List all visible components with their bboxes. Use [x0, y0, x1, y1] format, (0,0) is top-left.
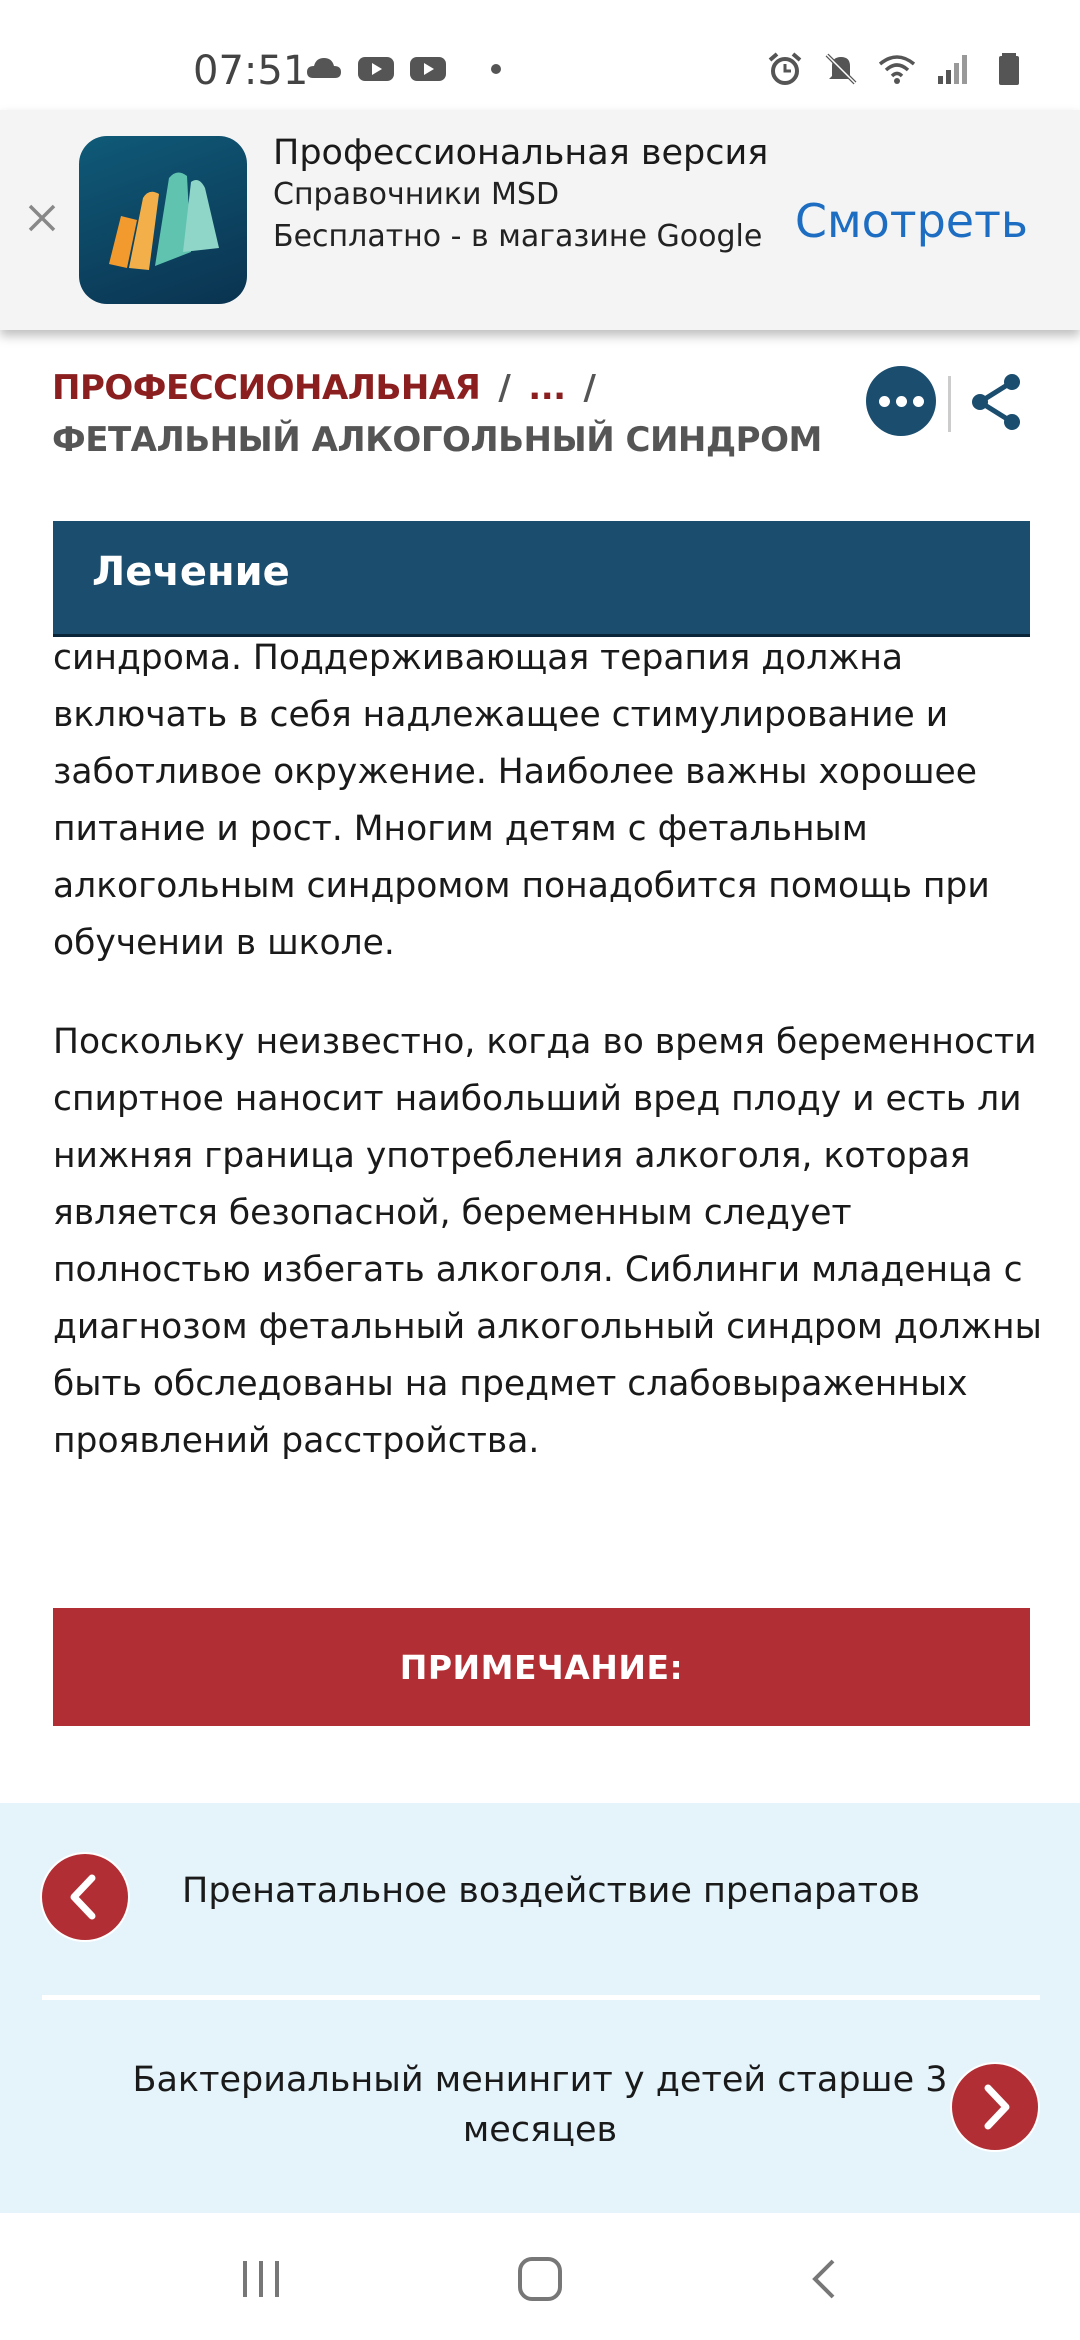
breadcrumb-separator: /: [498, 368, 511, 408]
banner-title: Профессиональная версия: [273, 133, 769, 173]
home-icon[interactable]: [510, 2249, 570, 2309]
next-article-link[interactable]: Бактериальный менингит у детей старше 3 месяцев: [132, 2060, 948, 2150]
divider: [948, 376, 951, 432]
back-icon[interactable]: [795, 2249, 855, 2309]
view-button[interactable]: Смотреть: [794, 194, 1028, 248]
chevron-left-icon: [42, 1854, 128, 1940]
app-logo: [79, 136, 247, 304]
previous-article-link[interactable]: Пренатальное воздействие препаратов: [182, 1871, 921, 1911]
banner-text: [273, 132, 793, 258]
mute-icon: [822, 52, 860, 86]
cloud-icon: [305, 52, 343, 86]
divider: [42, 1995, 1040, 2000]
more-dot-icon: [896, 396, 907, 407]
section-header[interactable]: [53, 521, 1030, 637]
wifi-icon: [878, 52, 916, 86]
previous-article-button[interactable]: [40, 1852, 130, 1942]
app-banner: [0, 110, 1080, 330]
status-bar: [0, 0, 1080, 110]
signal-icon: [934, 52, 972, 86]
article-navigation: [0, 1803, 1080, 2213]
breadcrumb-separator: /: [583, 368, 596, 408]
more-options-button[interactable]: [866, 366, 936, 436]
more-dot-icon: [879, 396, 890, 407]
status-left-icons: [305, 52, 501, 86]
banner-store: Бесплатно - в магазине Google: [273, 219, 763, 254]
alarm-icon: [766, 52, 804, 86]
breadcrumb: [52, 362, 832, 466]
banner-subtitle: Справочники MSD: [273, 177, 560, 212]
breadcrumb-root[interactable]: ПРОФЕССИОНАЛЬНАЯ: [52, 368, 481, 408]
msd-logo-icon: [79, 136, 247, 304]
section-title: Лечение: [92, 549, 290, 595]
battery-icon: [990, 52, 1028, 86]
chevron-right-icon: [952, 2064, 1038, 2150]
youtube-icon: [357, 52, 395, 86]
notification-dot-icon: [491, 64, 501, 74]
note-label: ПРИМЕЧАНИЕ:: [399, 1647, 684, 1687]
system-navigation-bar: [0, 2213, 1080, 2340]
paragraph-1: синдрома. Поддерживающая терапия должна включать в себя надлежащее стимулирование и заботливое окружение. Наиболее важны хорошее питание и рост. Многим детям с фетальным алкогольным синдромом понадобится помощь при обучении в школе.: [53, 638, 990, 963]
paragraph-2: Поскольку неизвестно, когда во время беременности спиртное наносит наибольший вред плоду и есть ли нижняя граница употребления алкоголя, которая является безопасной, беременным следует полностью избегать алкоголя. Сиблинги младенца с диагнозом фетальный алкогольный синдром должны быть обследованы на предмет слабовыраженных проявлений расстройства.: [53, 1022, 1042, 1461]
share-icon[interactable]: [962, 368, 1030, 436]
recents-icon[interactable]: [231, 2249, 291, 2309]
breadcrumb-ellipsis[interactable]: ...: [528, 368, 566, 408]
status-right-icons: [766, 52, 1028, 86]
youtube-icon: [409, 52, 447, 86]
breadcrumb-current: ФЕТАЛЬНЫЙ АЛКОГОЛЬНЫЙ СИНДРОМ: [52, 420, 822, 460]
close-icon[interactable]: [22, 198, 62, 238]
next-article-button[interactable]: [950, 2062, 1040, 2152]
note-bar[interactable]: [53, 1608, 1030, 1726]
status-time: 07:51: [193, 48, 309, 94]
more-dot-icon: [913, 396, 924, 407]
